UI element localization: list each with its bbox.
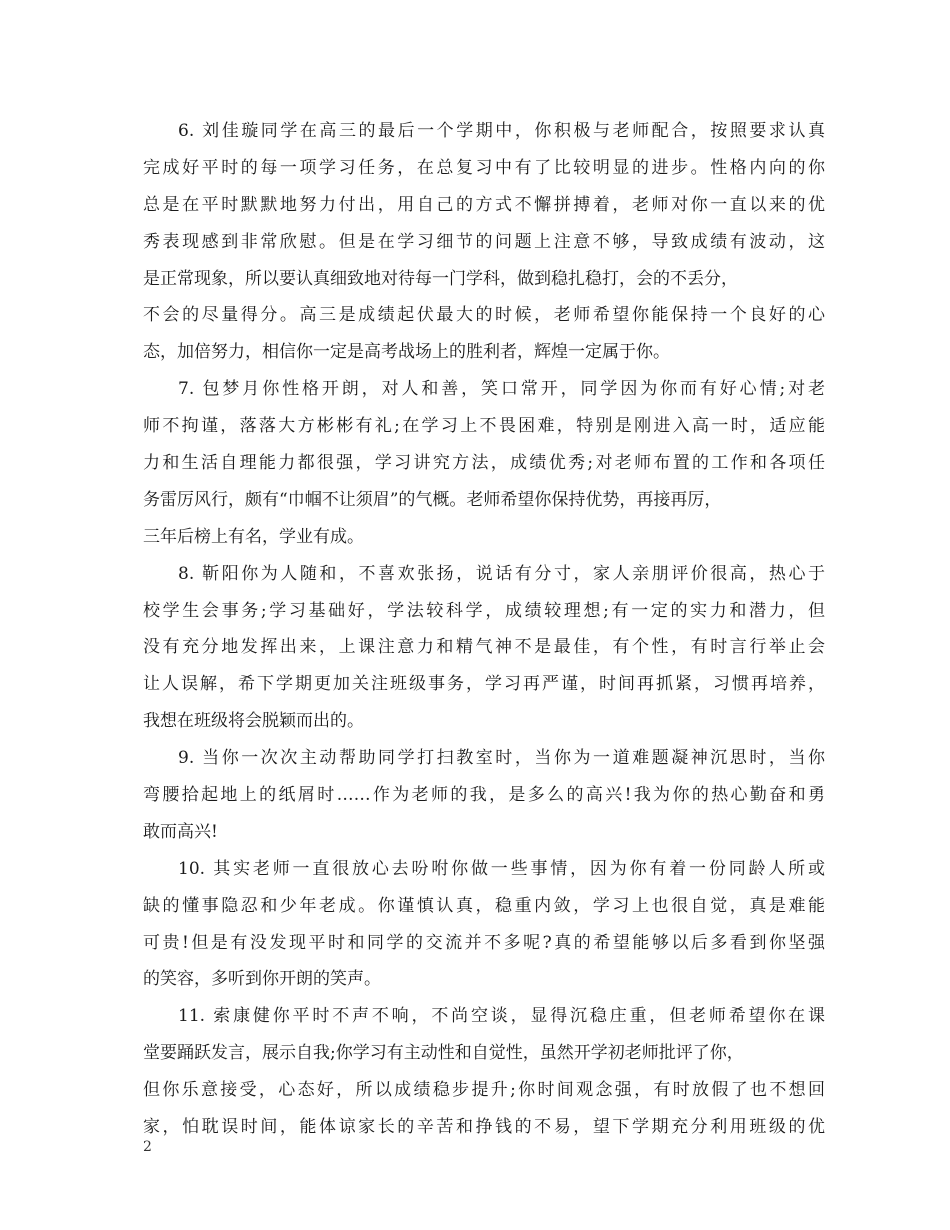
text-line: 9. 当你一次次主动帮助同学打扫教室时，当你为一道难题凝神沉思时，当你 xyxy=(178,748,825,769)
text-line: 10. 其实老师一直很放心去吩咐你做一些事情，因为你有着一份同龄人所或 xyxy=(178,858,825,879)
paragraph-6 xyxy=(143,113,825,371)
paragraph-11 xyxy=(143,998,825,1146)
text-line: 7. 包梦月你性格开朗，对人和善，笑口常开，同学因为你而有好心情;对老 xyxy=(178,379,825,400)
text-line: 11. 索康健你平时不声不响，不尚空谈，显得沉稳庄重，但老师希望你在课 xyxy=(178,1006,825,1027)
text-line: 秀表现感到非常欣慰。但是在学习细节的问题上注意不够，导致成绩有波动，这 xyxy=(143,231,825,252)
text-line: 总是在平时默默地努力付出，用自己的方式不懈拼搏着，老师对你一直以来的优 xyxy=(143,194,825,215)
text-line: 是正常现象，所以要认真细致地对待每一门学科，做到稳扎稳打，会的不丢分， xyxy=(143,268,738,289)
text-line: 家，怕耽误时间，能体谅家长的辛苦和挣钱的不易，望下学期充分利用班级的优 xyxy=(143,1117,825,1138)
text-line: 堂要踊跃发言，展示自我;你学习有主动性和自觉性，虽然开学初老师批评了你， xyxy=(143,1043,744,1064)
text-line: 力和生活自理能力都很强，学习讲究方法，成绩优秀;对老师布置的工作和各项任 xyxy=(143,453,825,474)
text-line: 缺的懂事隐忍和少年老成。你谨慎认真，稳重内敛，学习上也很自觉，真是难能 xyxy=(143,895,825,916)
text-line: 完成好平时的每一项学习任务，在总复习中有了比较明显的进步。性格内向的你 xyxy=(143,157,825,178)
text-line: 8. 靳阳你为人随和，不喜欢张扬，说话有分寸，家人亲朋评价很高，热心于 xyxy=(178,563,825,584)
text-line: 的笑容，多听到你开朗的笑声。 xyxy=(143,969,381,990)
text-line: 三年后榜上有名，学业有成。 xyxy=(143,526,364,547)
paragraph-10 xyxy=(143,851,825,999)
page-number: 2 xyxy=(143,1139,152,1155)
paragraph-8 xyxy=(143,556,825,740)
text-line: 让人误解，希下学期更加关注班级事务，学习再严谨，时间再抓紧，习惯再培养， xyxy=(143,674,825,695)
paragraph-9 xyxy=(143,740,825,851)
paragraph-7 xyxy=(143,371,825,555)
text-line: 不会的尽量得分。高三是成绩起伏最大的时候，老师希望你能保持一个良好的心 xyxy=(143,305,825,326)
text-line: 6. 刘佳璇同学在高三的最后一个学期中，你积极与老师配合，按照要求认真 xyxy=(178,121,825,141)
text-line: 敢而高兴! xyxy=(143,821,218,842)
text-line: 没有充分地发挥出来，上课注意力和精气神不是最佳，有个性，有时言行举止会 xyxy=(143,637,825,658)
text-line: 务雷厉风行，颇有“巾帼不让须眉”的气概。老师希望你保持优势，再接再厉， xyxy=(143,489,722,510)
text-line: 师不拘谨，落落大方彬彬有礼;在学习上不畏困难，特别是刚进入高一时，适应能 xyxy=(143,416,825,437)
text-line: 态，加倍努力，相信你一定是高考战场上的胜利者，辉煌一定属于你。 xyxy=(143,342,670,363)
text-line: 可贵!但是有没发现平时和同学的交流并不多呢?真的希望能够以后多看到你坚强 xyxy=(143,932,825,953)
text-line: 弯腰拾起地上的纸屑时……作为老师的我，是多么的高兴!我为你的热心勤奋和勇 xyxy=(143,785,825,806)
text-line: 但你乐意接受，心态好，所以成绩稳步提升;你时间观念强，有时放假了也不想回 xyxy=(143,1080,825,1101)
document-body xyxy=(143,113,825,1146)
text-line: 我想在班级将会脱颖而出的。 xyxy=(143,711,364,732)
text-line: 校学生会事务;学习基础好，学法较科学，成绩较理想;有一定的实力和潜力，但 xyxy=(143,600,825,621)
